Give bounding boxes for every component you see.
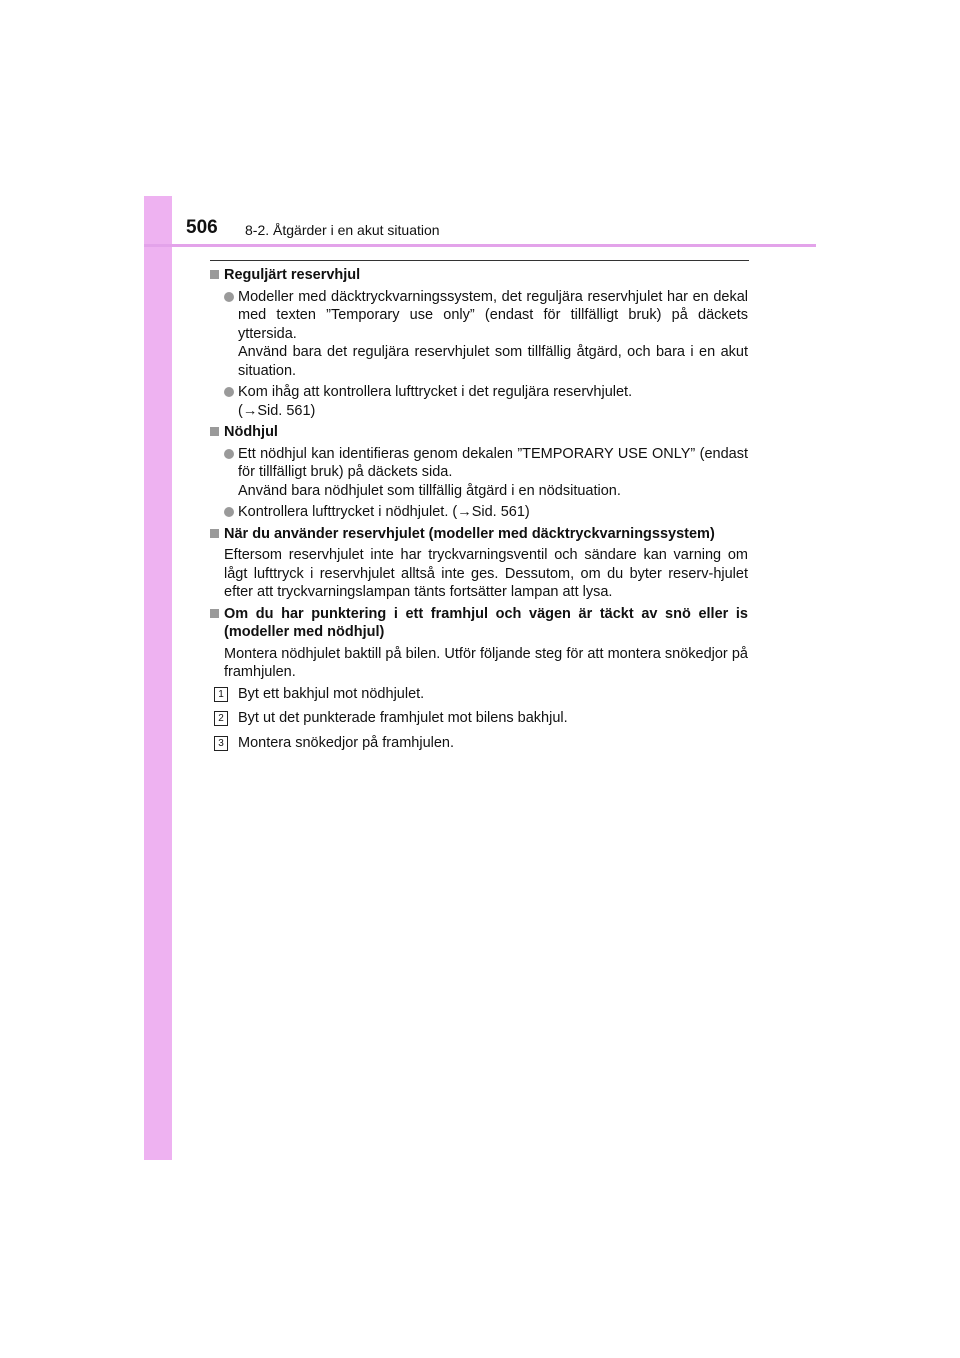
bullet-text: Använd bara det reguljära reservhjulet som tillfällig åtgärd, och bara i en akut situation. — [238, 344, 748, 379]
round-bullet-icon — [224, 387, 234, 397]
bullet-item — [210, 383, 748, 420]
round-bullet-icon — [224, 292, 234, 302]
bullet-text: Modeller med däcktryckvarningssystem, det reguljära reservhjulet har en dekal med texten ”Temporary use only” (endast för tillfälligt bruk) på däckets yttersida. — [238, 288, 748, 342]
bullet-item — [210, 288, 748, 381]
section-paragraph: Montera nödhjulet baktill på bilen. Utför följande steg för att montera snökedjor på framhjulen. — [224, 645, 748, 680]
bullet-text: Använd bara nödhjulet som tillfällig åtgärd i en nödsituation. — [238, 482, 621, 499]
square-bullet-icon — [210, 270, 219, 279]
bullet-text: Ett nödhjul kan identifieras genom dekalen ”TEMPORARY USE ONLY” (endast för tillfälligt bruk) på däckets sida. — [238, 445, 748, 480]
section-paragraph: Eftersom reservhjulet inte har tryckvarningsventil och sändare kan varning om lågt lufttryck i reservhjulet alltså inte ges. Dessutom, om du byter reserv-hjulet efter att tryckvarningslampan tänts fortsätter lampan att lysa. — [224, 547, 748, 600]
step-number-box: 1 — [214, 687, 228, 702]
section-heading: Reguljärt reservhjul — [210, 266, 748, 285]
bullet-item — [210, 445, 748, 501]
page-reference-link[interactable]: (→Sid. 561) — [238, 402, 316, 419]
square-bullet-icon — [210, 427, 219, 436]
step-number-box: 3 — [214, 736, 228, 751]
step-text: Montera snökedjor på framhjulen. — [238, 734, 455, 751]
step-item — [210, 734, 748, 753]
step-text: Byt ut det punkterade framhjulet mot bilens bakhjul. — [238, 710, 568, 726]
step-item — [210, 685, 748, 704]
section-title: 8-2. Åtgärder i en akut situation — [245, 222, 440, 238]
chapter-sidebar-tab — [144, 196, 172, 1160]
bullet-text: Kom ihåg att kontrollera lufttrycket i det reguljära reservhjulet. — [238, 384, 633, 400]
section-heading: Om du har punktering i ett framhjul och vägen är täckt av snö eller is (modeller med nödhjul) — [210, 605, 748, 642]
step-number-box: 2 — [214, 711, 228, 726]
content-body — [210, 266, 748, 758]
content-rule — [210, 260, 749, 261]
step-item — [210, 709, 748, 728]
round-bullet-icon — [224, 507, 234, 517]
bullet-text: Kontrollera lufttrycket i nödhjulet. (→Sid. 561) — [238, 504, 530, 520]
header-divider — [144, 244, 816, 247]
section-heading: När du använder reservhjulet (modeller med däcktryckvarningssystem) — [210, 525, 748, 544]
page-number: 506 — [186, 217, 218, 238]
round-bullet-icon — [224, 449, 234, 459]
section-heading: Nödhjul — [210, 423, 748, 442]
step-text: Byt ett bakhjul mot nödhjulet. — [238, 685, 425, 702]
square-bullet-icon — [210, 609, 219, 618]
bullet-item — [210, 503, 748, 522]
square-bullet-icon — [210, 529, 219, 538]
